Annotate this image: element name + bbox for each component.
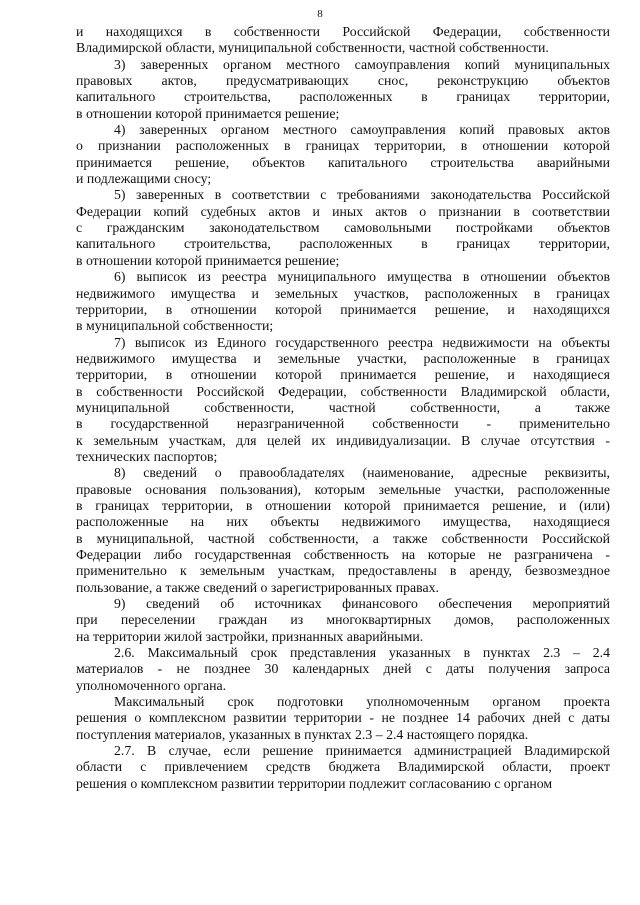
paragraph-line-first: 2.6. Максимальный срок представления указанных в пунктах 2.3 – 2.4	[114, 645, 610, 661]
paragraph-line: территории, в отношении которой принимается решение, и находящиеся	[76, 367, 610, 383]
paragraph-line-first: 3) заверенных органом местного самоуправления копий муниципальных	[114, 56, 610, 72]
paragraph-line: технических паспортов;	[76, 448, 218, 464]
paragraph-line: решения о комплексном развитии территории подлежит согласованию с органом	[76, 775, 553, 791]
paragraph-line: правовых актов, предусматривающих снос, реконструкцию объектов	[76, 73, 610, 89]
paragraph-line: уполномоченного органа.	[76, 677, 227, 693]
paragraph-line: на территории жилой застройки, признанных аварийными.	[76, 628, 424, 644]
paragraph-line: в границах территории, в отношении которой принимается решение, и (или)	[76, 497, 610, 513]
paragraph-line-first: Максимальный срок подготовки уполномоченным органом проекта	[114, 694, 610, 710]
paragraph-line: Федерации копий судебных актов и иных актов о признании в соответствии	[76, 203, 610, 219]
paragraph-line: и подлежащими сносу;	[76, 171, 212, 187]
paragraph-line: капитального строительства, расположенных в границах территории,	[76, 89, 610, 105]
paragraph-line: при переселении граждан из многоквартирных домов, расположенных	[76, 612, 610, 628]
paragraph-line: капитального строительства, расположенных в границах территории,	[76, 236, 610, 252]
paragraph-line: с гражданским законодательством самовольными постройками объектов	[76, 220, 610, 236]
paragraph-line-first: 8) сведений о правообладателях (наименование, адресные реквизиты,	[114, 465, 610, 481]
paragraph-line: пользование, а также сведений о зарегистрированных правах.	[76, 579, 439, 595]
paragraph-line-first: 9) сведений об источниках финансового обеспечения мероприятий	[114, 596, 610, 612]
paragraph-line: недвижимого имущества и земельных участков, расположенных в границах	[76, 285, 610, 301]
paragraph-line: в муниципальной, частной собственности, а также собственности Российской	[76, 530, 610, 546]
paragraph-line-first: 6) выписок из реестра муниципального имущества в отношении объектов	[114, 269, 610, 285]
paragraph-line: о признании расположенных в границах территории, в отношении которой	[76, 138, 610, 154]
paragraph-line: в отношении которой принимается решение;	[76, 105, 340, 121]
paragraph-line: в собственности Российской Федерации, собственности Владимирской области,	[76, 383, 610, 399]
paragraph-line: в муниципальной собственности;	[76, 318, 274, 334]
paragraph-line: к земельным участкам, для целей их индивидуализации. В случае отсутствия -	[76, 432, 610, 448]
document-body	[76, 24, 610, 792]
paragraph-line: области с привлечением средств бюджета Владимирской области, проект	[76, 759, 610, 775]
paragraph-line: в государственной неразграниченной собственности - применительно	[76, 416, 610, 432]
paragraph-line: поступления материалов, указанных в пунктах 2.3 – 2.4 настоящего порядка.	[76, 726, 529, 742]
paragraph-line: Федерации либо государственная собственность на которые не разграничена -	[76, 547, 610, 562]
paragraph-line: недвижимого имущества и земельные участки, расположенные в границах	[76, 350, 610, 366]
paragraph-line: правовые основания пользования), которым земельные участки, расположенные	[76, 481, 610, 497]
paragraph-line: решения о комплексном развитии территории - не позднее 14 рабочих дней с даты	[76, 710, 610, 726]
paragraph-line-first: и находящихся в собственности Российской Федерации, собственности	[76, 24, 610, 39]
paragraph-line-first: 2.7. В случае, если решение принимается администрацией Владимирской	[114, 743, 610, 759]
paragraph-line-first: 5) заверенных в соответствии с требованиями законодательства Российской	[114, 187, 610, 203]
paragraph-line: расположенные на них объекты недвижимого имущества, находящиеся	[76, 514, 610, 530]
paragraph-line: применительно к земельным участкам, предоставлены в аренду, безвозмездное	[76, 563, 610, 579]
paragraph-line-first: 4) заверенных органом местного самоуправления копий правовых актов	[114, 122, 610, 138]
paragraph-line: муниципальной собственности, частной собственности, а также	[76, 399, 610, 415]
paragraph-line-first: 7) выписок из Единого государственного реестра недвижимости на объекты	[114, 334, 610, 350]
paragraph-line: территории, в отношении которой принимается решение, и находящихся	[76, 301, 610, 317]
paragraph-line: в отношении которой принимается решение;	[76, 252, 340, 268]
paragraph-line: Владимирской области, муниципальной собственности, частной собственности.	[76, 40, 549, 56]
page-number: 8	[317, 8, 323, 20]
paragraph-line: принимается решение, объектов капитального строительства аварийными	[76, 154, 610, 170]
paragraph-line: материалов - не позднее 30 календарных дней с даты получения запроса	[76, 661, 610, 677]
